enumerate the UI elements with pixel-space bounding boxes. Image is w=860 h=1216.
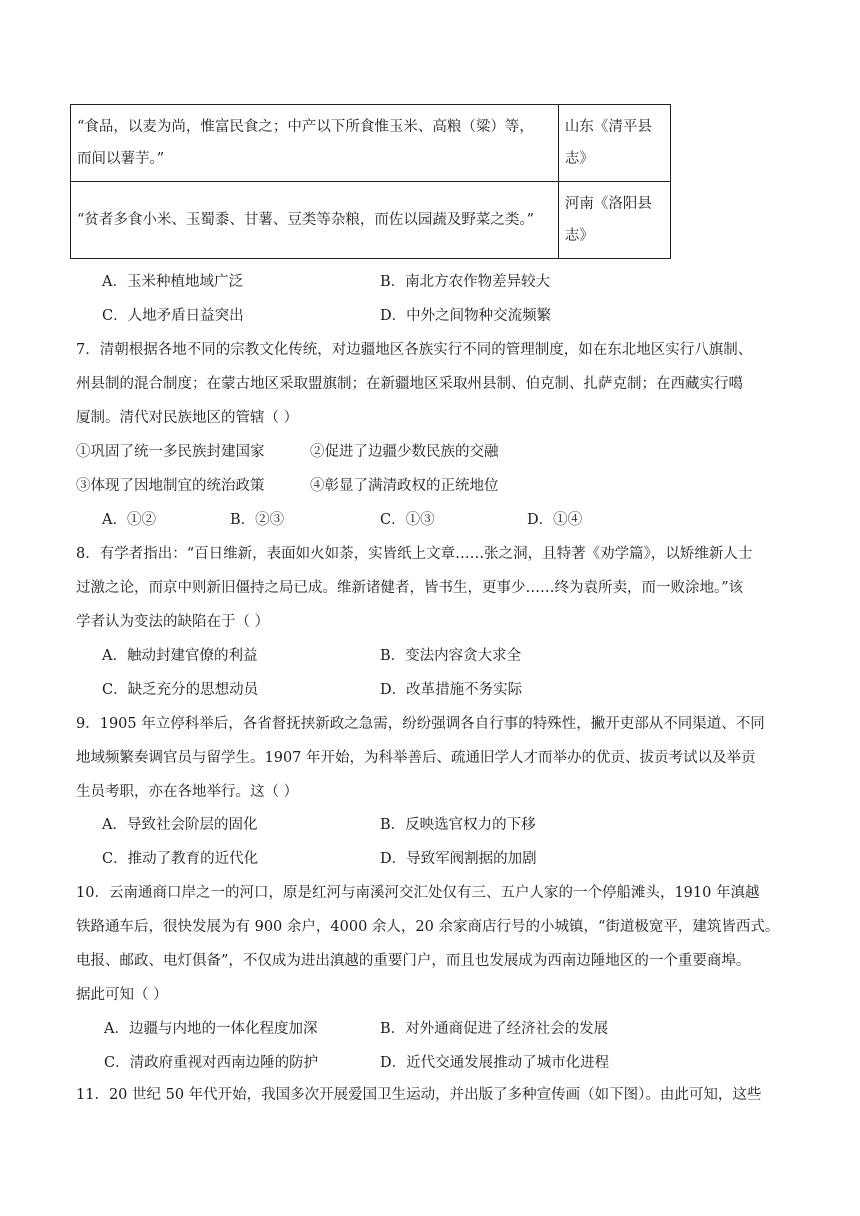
table-cell-quote xyxy=(71,182,559,259)
q11-stem: 11．20 世纪 50 年代开始，我国多次开展爱国卫生运动，并出版了多种宣传画（如下图）。由此可知，这些 xyxy=(76,1087,762,1103)
q7-option-b[interactable]: B．②③ xyxy=(230,512,285,528)
q9-option-d[interactable]: D．导致军阀割据的加剧 xyxy=(380,851,537,867)
q10-stem: 铁路通车后，很快发展为有 900 余户，4000 余人，20 余家商店行号的小城镇，“街道极宽平，建筑皆西式。 xyxy=(76,919,780,935)
q10-option-a[interactable]: A．边疆与内地的一体化程度加深 xyxy=(104,1021,318,1037)
q9-option-a[interactable]: A．导致社会阶层的固化 xyxy=(102,817,258,833)
q10-stem: 电报、邮政、电灯俱备”，不仅成为进出滇越的重要门户，而且也发展成为西南边陲地区的一个重要商埠。 xyxy=(76,953,751,969)
q8-option-b[interactable]: B．变法内容贪大求全 xyxy=(380,648,522,664)
quote-text: “食品，以麦为尚，惟富民食之；中产以下所食惟玉米、高粮（粱）等， xyxy=(77,119,534,135)
source-text: 志》 xyxy=(564,228,594,244)
q9-option-c[interactable]: C．推动了教育的近代化 xyxy=(102,851,259,867)
q7-option-d[interactable]: D．①④ xyxy=(527,512,583,528)
source-text: 山东《清平县 xyxy=(564,119,652,135)
q6-option-b[interactable]: B．南北方农作物差异较大 xyxy=(380,274,551,290)
q10-stem: 据此可知（ ） xyxy=(76,987,168,1003)
q7-item-2: ②促进了边疆少数民族的交融 xyxy=(310,444,499,460)
source-table xyxy=(70,104,671,259)
q7-option-c[interactable]: C．①③ xyxy=(380,512,435,528)
q7-stem: 7．清朝根据各地不同的宗教文化传统，对边疆地区各族实行不同的管理制度，如在东北地区实行八旗制、 xyxy=(76,342,753,358)
table-cell-source xyxy=(558,105,670,182)
quote-text: 而间以薯芋。” xyxy=(77,151,165,167)
q9-option-b[interactable]: B．反映选官权力的下移 xyxy=(380,817,536,833)
q10-stem: 10．云南通商口岸之一的河口，原是红河与南溪河交汇处仅有三、五户人家的一个停船滩头，1910 年滇越 xyxy=(76,885,760,901)
q7-stem: 厦制。清代对民族地区的管辖（ ） xyxy=(76,410,299,426)
q8-option-d[interactable]: D．改革措施不务实际 xyxy=(380,682,523,698)
q8-stem: 学者认为变法的缺陷在于（ ） xyxy=(76,614,270,630)
q8-stem: 过激之论，而京中则新旧僵持之局已成。维新诸健者，皆书生，更事少……终为袁所卖，而一败涂地。”该 xyxy=(76,580,744,596)
q6-option-a[interactable]: A．玉米种植地域广泛 xyxy=(102,274,243,290)
q6-option-c[interactable]: C．人地矛盾日益突出 xyxy=(102,308,244,324)
q10-option-c[interactable]: C．清政府重视对西南边陲的防护 xyxy=(104,1055,319,1071)
q7-item-4: ④彰显了满清政权的正统地位 xyxy=(310,478,499,494)
q8-stem: 8．有学者指出：“百日维新，表面如火如荼，实皆纸上文章……张之洞，且特著《劝学篇》，以矫维新人士 xyxy=(76,546,753,562)
q9-stem: 地域频繁奏调官员与留学生。1907 年开始，为科举善后、疏通旧学人才而举办的优贡、拔贡考试以及举贡 xyxy=(76,750,756,766)
q10-option-d[interactable]: D．近代交通发展推动了城市化进程 xyxy=(380,1055,610,1071)
source-text: 河南《洛阳县 xyxy=(564,196,652,212)
q8-option-a[interactable]: A．触动封建官僚的利益 xyxy=(102,648,258,664)
q10-option-b[interactable]: B．对外通商促进了经济社会的发展 xyxy=(380,1021,609,1037)
q6-option-d[interactable]: D．中外之间物种交流频繁 xyxy=(380,308,552,324)
q9-stem: 9．1905 年立停科举后，各省督抚挟新政之急需，纷纷强调各自行事的特殊性，撇开吏部从不同渠道、不同 xyxy=(76,716,765,732)
table-cell-source xyxy=(558,182,670,259)
table-cell-quote xyxy=(71,105,559,182)
q9-stem: 生员考职，亦在各地举行。这（ ） xyxy=(76,784,299,800)
table-row xyxy=(71,105,671,182)
q8-option-c[interactable]: C．缺乏充分的思想动员 xyxy=(102,682,259,698)
q7-option-a[interactable]: A．①② xyxy=(102,512,156,528)
q7-stem: 州县制的混合制度；在蒙古地区采取盟旗制；在新疆地区采取州县制、伯克制、扎萨克制；在西藏实行噶 xyxy=(76,376,743,392)
q7-item-3: ③体现了因地制宜的统治政策 xyxy=(76,478,265,494)
quote-text: “贫者多食小米、玉蜀黍、甘薯、豆类等杂粮，而佐以园蔬及野菜之类。” xyxy=(77,212,535,228)
table-row xyxy=(71,182,671,259)
source-text: 志》 xyxy=(564,151,594,167)
q7-item-1: ①巩固了统一多民族封建国家 xyxy=(76,444,265,460)
